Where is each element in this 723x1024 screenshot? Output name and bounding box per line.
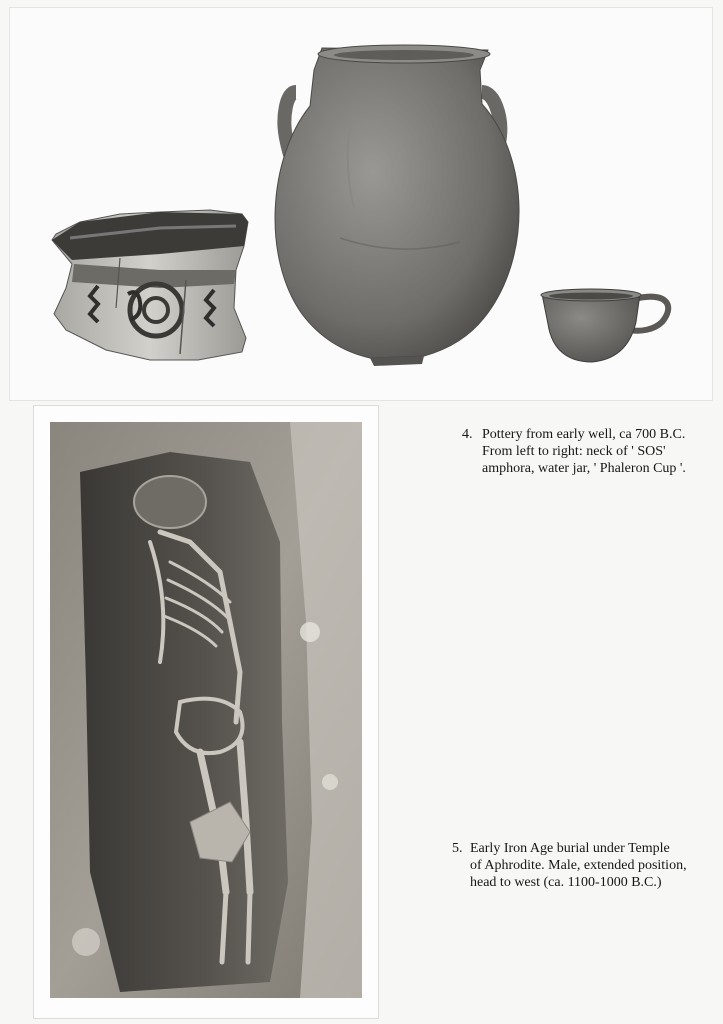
caption-line: From left to right: neck of ' SOS' — [482, 444, 666, 459]
figure-4-number: 4. — [462, 427, 473, 442]
sos-amphora-neck — [52, 210, 248, 360]
burial-illustration — [50, 422, 362, 998]
caption-line: Pottery from early well, ca 700 B.C. — [482, 427, 686, 442]
caption-line: Early Iron Age burial under Temple — [470, 841, 670, 856]
caption-line: of Aphrodite. Male, extended position, — [470, 858, 687, 873]
phaleron-cup — [541, 289, 668, 362]
caption-line: amphora, water jar, ' Phaleron Cup '. — [482, 461, 686, 476]
pottery-photo — [10, 8, 712, 400]
pottery-illustration — [10, 8, 712, 400]
caption-line: head to west (ca. 1100-1000 B.C.) — [470, 875, 662, 890]
figure-5-number: 5. — [452, 841, 463, 856]
figure-4-caption — [462, 426, 717, 477]
burial-photo — [34, 406, 378, 1018]
water-jar — [275, 45, 519, 366]
figure-5-caption — [452, 840, 717, 891]
